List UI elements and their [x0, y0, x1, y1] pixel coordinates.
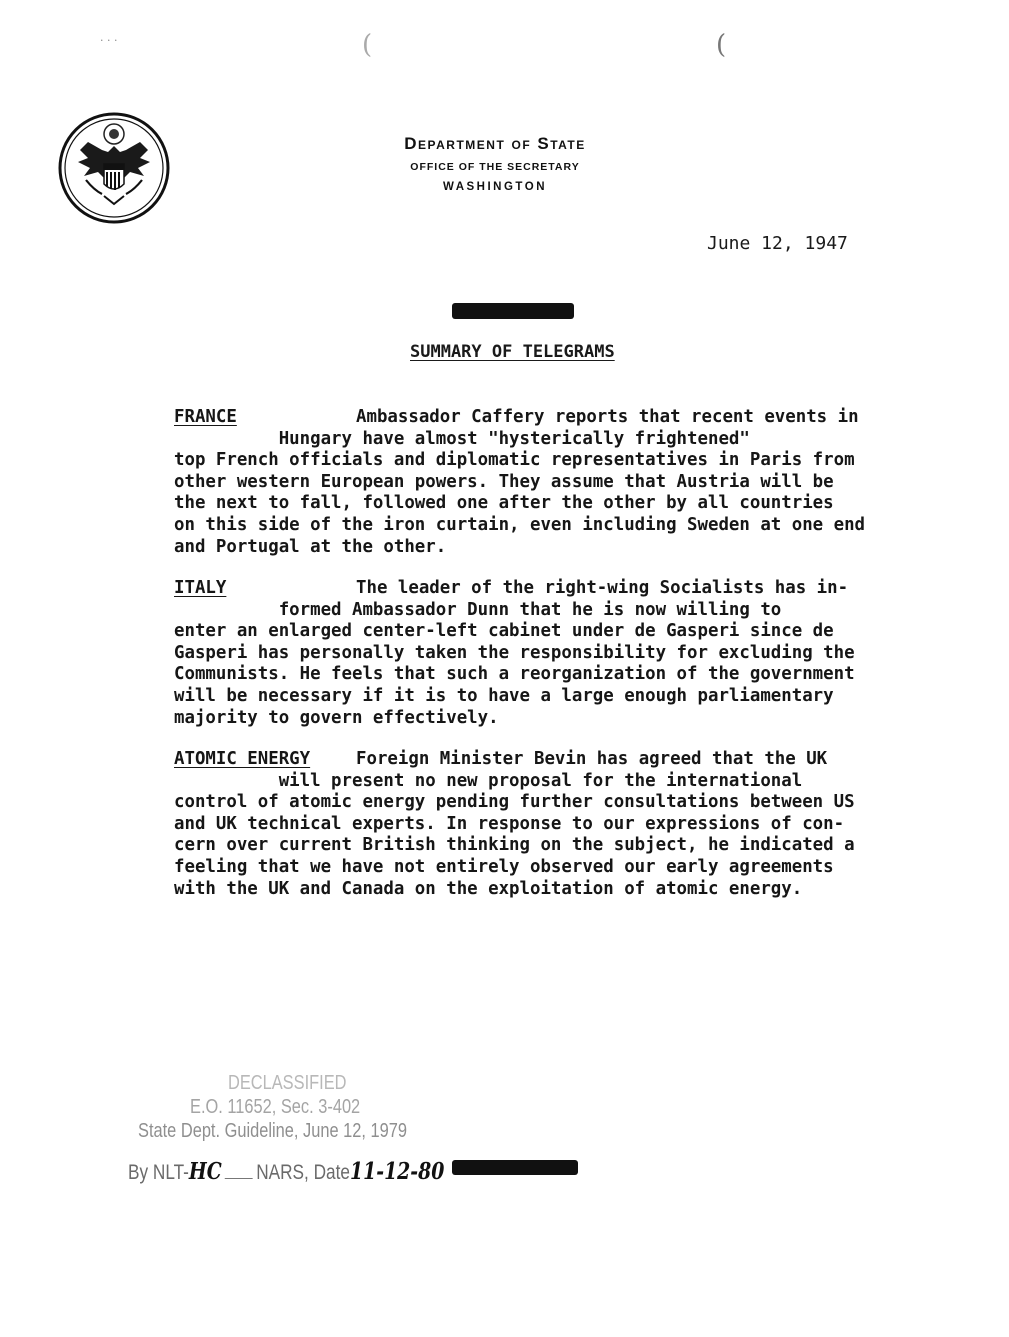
section-heading: ITALY — [174, 578, 227, 598]
stamp-underline — [225, 1178, 253, 1179]
scan-mark-left: · · · — [100, 34, 118, 47]
redacted-classification-marking — [452, 303, 574, 319]
section-line: on this side of the iron curtain, even including Sweden at one end — [174, 514, 866, 535]
stamp-executive-order: E.O. 11652, Sec. 3-402 — [190, 1096, 361, 1118]
section-italy — [174, 578, 884, 729]
stamp-initials-handwritten: HC — [188, 1158, 222, 1185]
section-heading: ATOMIC ENERGY — [174, 749, 311, 769]
letterhead-city: WASHINGTON — [442, 181, 547, 193]
scan-mark-center: ( — [362, 30, 373, 60]
section-heading: FRANCE — [174, 407, 237, 427]
stamp-guideline: State Dept. Guideline, June 12, 1979 — [138, 1120, 407, 1142]
redacted-classification-marking-footer — [452, 1160, 578, 1175]
section-line: Communists. He feels that such a reorganization of the government — [174, 664, 855, 685]
section-lead: Ambassador Caffery reports that recent events in — [356, 407, 859, 427]
section-line: and Portugal at the other. — [174, 536, 447, 557]
section-line: and UK technical experts. In response to our expressions of con- — [174, 813, 845, 834]
letterhead — [340, 134, 650, 193]
section-line: cern over current British thinking on the subject, he indicated a — [174, 835, 855, 856]
letterhead-office: OFFICE OF THE SECRETARY — [410, 161, 580, 173]
section-line: control of atomic energy pending further consultations between US — [174, 792, 855, 813]
section-line: feeling that we have not entirely observed our early agreements — [174, 856, 834, 877]
section-lead: The leader of the right-wing Socialists has in- — [356, 578, 849, 598]
section-line: Hungary have almost "hysterically frightened" — [174, 428, 750, 449]
scan-mark-right: ( — [716, 30, 727, 60]
classification-text — [452, 318, 456, 319]
document-date: June 12, 1947 — [707, 233, 848, 254]
document-title: SUMMARY OF TELEGRAMS — [410, 342, 615, 362]
section-line: majority to govern effectively. — [174, 707, 499, 728]
state-department-seal-icon — [58, 112, 170, 224]
stamp-date-handwritten: 11-12-80 — [349, 1158, 445, 1185]
letterhead-department: Department of State — [404, 134, 586, 153]
stamp-declassified: DECLASSIFIED — [228, 1072, 347, 1094]
section-line: formed Ambassador Dunn that he is now willing to — [174, 599, 782, 620]
section-line: will be necessary if it is to have a large enough parliamentary — [174, 685, 834, 706]
section-france — [174, 407, 884, 558]
section-line: the next to fall, followed one after the other by all countries — [174, 493, 834, 514]
section-line: with the UK and Canada on the exploitation of atomic energy. — [174, 878, 803, 899]
stamp-nars-label: NARS, Date — [256, 1161, 350, 1184]
section-line: other western European powers. They assume that Austria will be — [174, 471, 834, 492]
stamp-by-label: By NLT- — [128, 1161, 189, 1184]
stamp-authorization — [128, 1158, 444, 1185]
section-atomic-energy — [174, 749, 884, 900]
section-line: will present no new proposal for the international — [174, 770, 803, 791]
section-lead: Foreign Minister Bevin has agreed that the UK — [356, 749, 828, 769]
section-line: Gasperi has personally taken the responsibility for excluding the — [174, 642, 855, 663]
section-line: top French officials and diplomatic representatives in Paris from — [174, 450, 855, 471]
section-line: enter an enlarged center-left cabinet under de Gasperi since de — [174, 621, 834, 642]
